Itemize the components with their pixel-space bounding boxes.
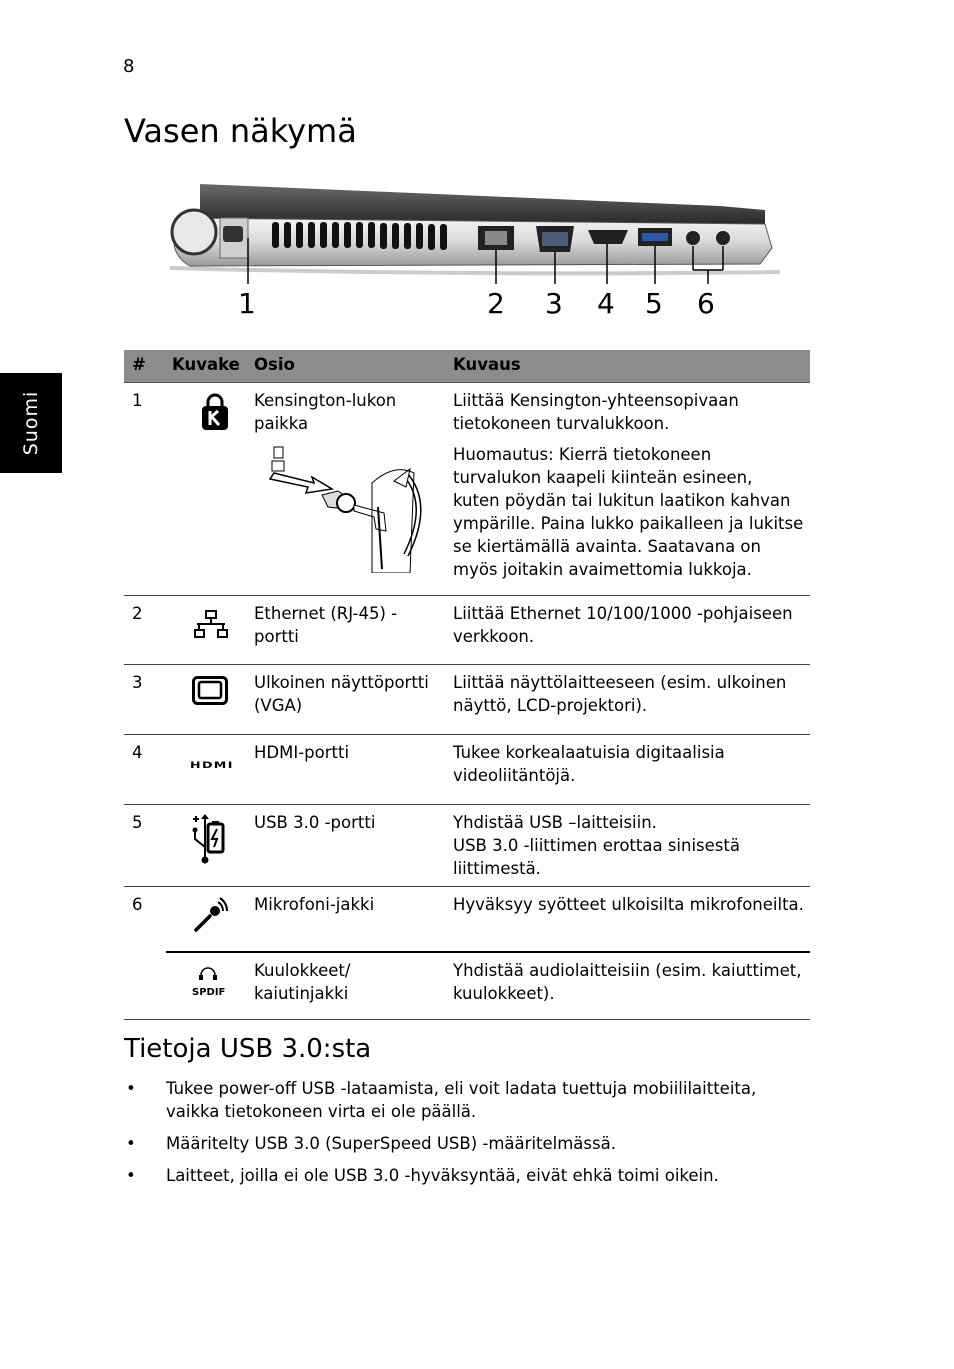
row-number: 3 [124, 665, 166, 735]
callout-4: 4 [597, 287, 615, 320]
header-icon: Kuvake [166, 350, 248, 383]
row-osio: Kensington-lukon paikka [254, 391, 397, 433]
list-item [124, 1132, 814, 1155]
row-note [453, 443, 804, 581]
bullet-text: Määritelty USB 3.0 (SuperSpeed USB) -määritelmässä. [166, 1134, 616, 1153]
row-number: 4 [124, 735, 166, 805]
list-item [124, 1164, 814, 1187]
microphone-icon [194, 897, 228, 933]
spdif-icon-label: SPDIF [192, 986, 226, 998]
kensington-lock-icon [200, 392, 230, 432]
bullet-icon: • [126, 1079, 136, 1098]
row-desc-line1: Yhdistää USB –laitteisiin. [453, 813, 657, 832]
row-desc: Liittää näyttölaitteeseen (esim. ulkoinen näyttö, LCD-projektori). [447, 665, 810, 735]
row-number: 5 [124, 805, 166, 887]
table-row [124, 383, 810, 596]
bullet-icon: • [126, 1166, 136, 1185]
lock-installation-illustration [254, 443, 429, 573]
note-text: Kierrä tietokoneen turvalukon kaapeli kiinteän esineen, kuten pöydän tai lukitun laatikon kahvan ympärille. Paina lukko paikalleen ja lukitse se kiertämällä avainta. Saatavana on myös joitakin avaimettomia lukkoja. [453, 445, 804, 579]
callout-3: 3 [545, 287, 563, 320]
table-row [124, 596, 810, 665]
side-tab-label: Suomi [20, 390, 42, 456]
table-row [124, 887, 810, 952]
table-header-row [124, 350, 810, 383]
row-osio: Ethernet (RJ-45) -portti [248, 596, 447, 665]
hdmi-icon: HDMI [190, 761, 234, 771]
row-number [124, 952, 166, 1020]
row-number: 2 [124, 596, 166, 665]
page-number: 8 [123, 56, 135, 77]
usb-bullet-list [124, 1077, 814, 1196]
header-osio: Osio [248, 350, 447, 383]
list-item [124, 1077, 814, 1123]
header-kuvaus: Kuvaus [447, 350, 810, 383]
row-desc: Hyväksyy syötteet ulkoisilta mikrofoneilta. [447, 887, 810, 952]
table-row [124, 665, 810, 735]
header-num: # [124, 350, 166, 383]
page-title: Vasen näkymä [124, 112, 357, 150]
usb-charge-icon [187, 813, 227, 865]
headphone-icon [198, 967, 218, 981]
callout-1: 1 [238, 287, 256, 320]
row-number: 1 [132, 391, 143, 410]
row-osio: HDMI-portti [248, 735, 447, 805]
callout-2: 2 [487, 287, 505, 320]
row-osio: Ulkoinen näyttöportti (VGA) [248, 665, 447, 735]
table-row [124, 735, 810, 805]
bullet-text: Tukee power-off USB -lataamista, eli voit ladata tuettuja mobiililaitteita, vaikka tietokoneen virta ei ole päällä. [166, 1079, 757, 1121]
row-osio: Kuulokkeet/ kaiutinjakki [248, 952, 447, 1020]
row-desc: Yhdistää audiolaitteisiin (esim. kaiuttimet, kuulokkeet). [447, 952, 810, 1020]
table-row [124, 952, 810, 1020]
row-desc: Liittää Kensington-yhteensopivaan tietokoneen turvalukkoon. [453, 391, 739, 433]
row-number: 6 [124, 887, 166, 952]
row-osio: USB 3.0 -portti [248, 805, 447, 887]
row-osio: Mikrofoni-jakki [248, 887, 447, 952]
row-desc: Liittää Ethernet 10/100/1000 -pohjaiseen verkkoon. [447, 596, 810, 665]
row-desc: Tukee korkealaatuisia digitaalisia videoliitäntöjä. [447, 735, 810, 805]
callout-5: 5 [645, 287, 663, 320]
callout-6: 6 [697, 287, 715, 320]
row-desc-line2: USB 3.0 -liittimen erottaa sinisestä liittimestä. [453, 836, 740, 878]
table-row [124, 805, 810, 887]
ethernet-icon [194, 610, 228, 640]
note-label: Huomautus: [453, 445, 554, 464]
ports-table [124, 350, 810, 1020]
bullet-icon: • [126, 1134, 136, 1153]
section-title-usb: Tietoja USB 3.0:sta [124, 1034, 372, 1064]
language-side-tab [0, 373, 62, 473]
vga-monitor-icon [192, 676, 228, 706]
bullet-text: Laitteet, joilla ei ole USB 3.0 -hyväksyntää, eivät ehkä toimi oikein. [166, 1166, 719, 1185]
